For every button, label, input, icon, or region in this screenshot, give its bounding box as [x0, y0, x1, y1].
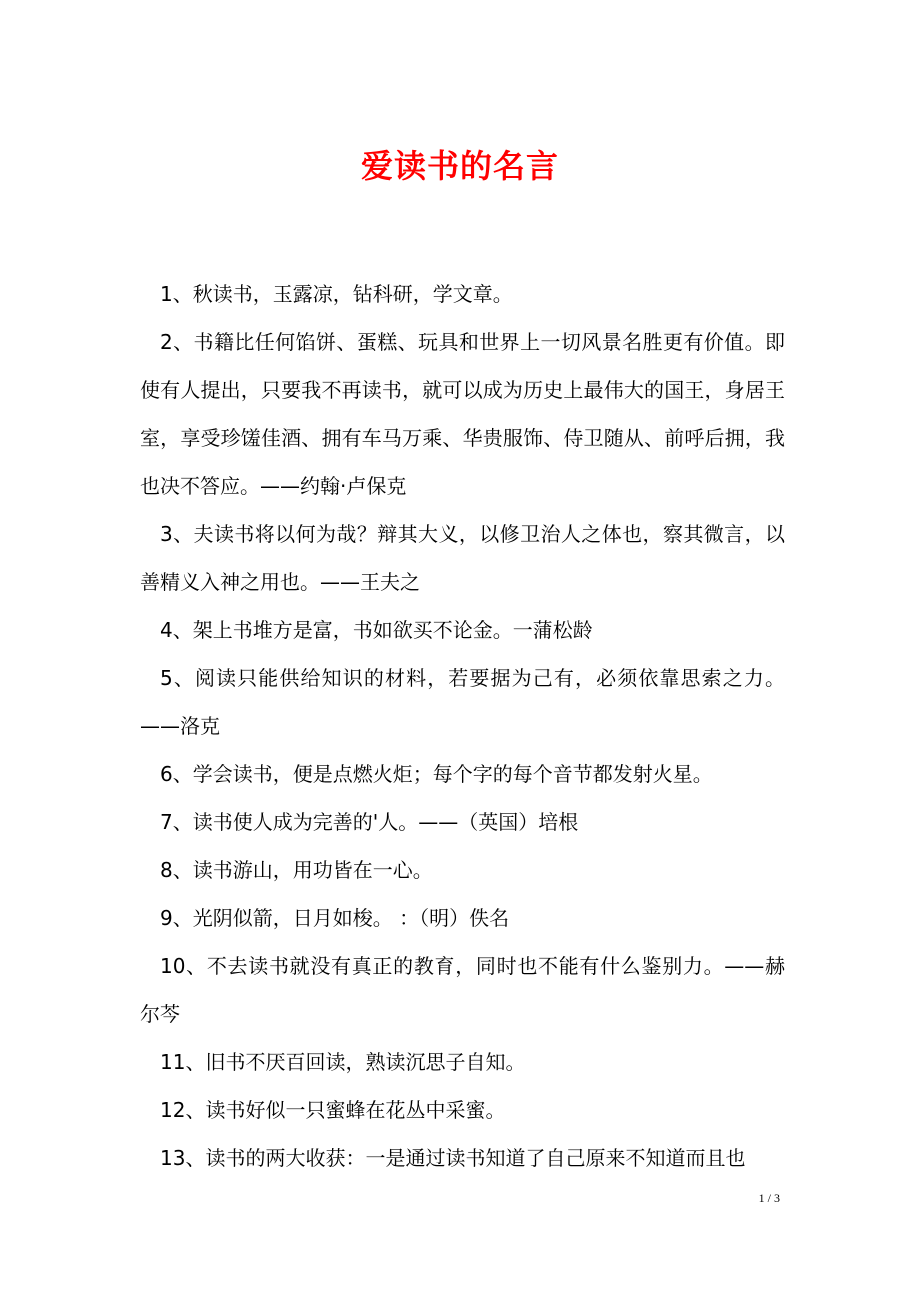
quote-item: 7、读书使人成为完善的'人。——（英国）培根	[160, 810, 579, 834]
quote-list	[140, 270, 785, 1182]
quote-item: 4、架上书堆方是富，书如欲买不论金。一蒲松龄	[160, 618, 593, 642]
quote-item: 11、旧书不厌百回读，熟读沉思子自知。	[160, 1050, 526, 1074]
quote-item: 13、读书的两大收获：一是通过读书知道了自己原来不知道而且也	[160, 1146, 746, 1170]
document-title: 爱读书的名言	[360, 147, 559, 185]
quote-item: 2、书籍比任何馅饼、蛋糕、玩具和世界上一切风景名胜更有价值。即使有人提出，只要我不再读书，就可以成为历史上最伟大的国王，身居王室，享受珍馐佳酒、拥有车马万乘、华贵服饰、侍卫随从、前呼后拥，我也决不答应。——约翰·卢保克	[140, 330, 785, 498]
quote-item: 5、阅读只能供给知识的材料，若要据为己有，必须依靠思索之力。——洛克	[140, 666, 785, 738]
quote-item: 6、学会读书，便是点燃火炬；每个字的每个音节都发射火星。	[160, 762, 713, 786]
quote-item: 12、读书好似一只蜜蜂在花丛中采蜜。	[160, 1098, 506, 1122]
quote-item: 3、夫读书将以何为哉？辩其大义，以修卫治人之体也，察其微言，以善精义入神之用也。——王夫之	[140, 522, 785, 594]
quote-item: 9、光阴似箭，日月如梭。 ：（明）佚名	[160, 906, 510, 930]
quote-item: 10、不去读书就没有真正的教育，同时也不能有什么鉴别力。——赫尔芩	[140, 954, 785, 1026]
page-number: 1 / 3	[758, 1191, 780, 1205]
quote-item: 1、秋读书，玉露凉，钻科研，学文章。	[160, 282, 513, 306]
quote-item: 8、读书游山，用功皆在一心。	[160, 858, 433, 882]
